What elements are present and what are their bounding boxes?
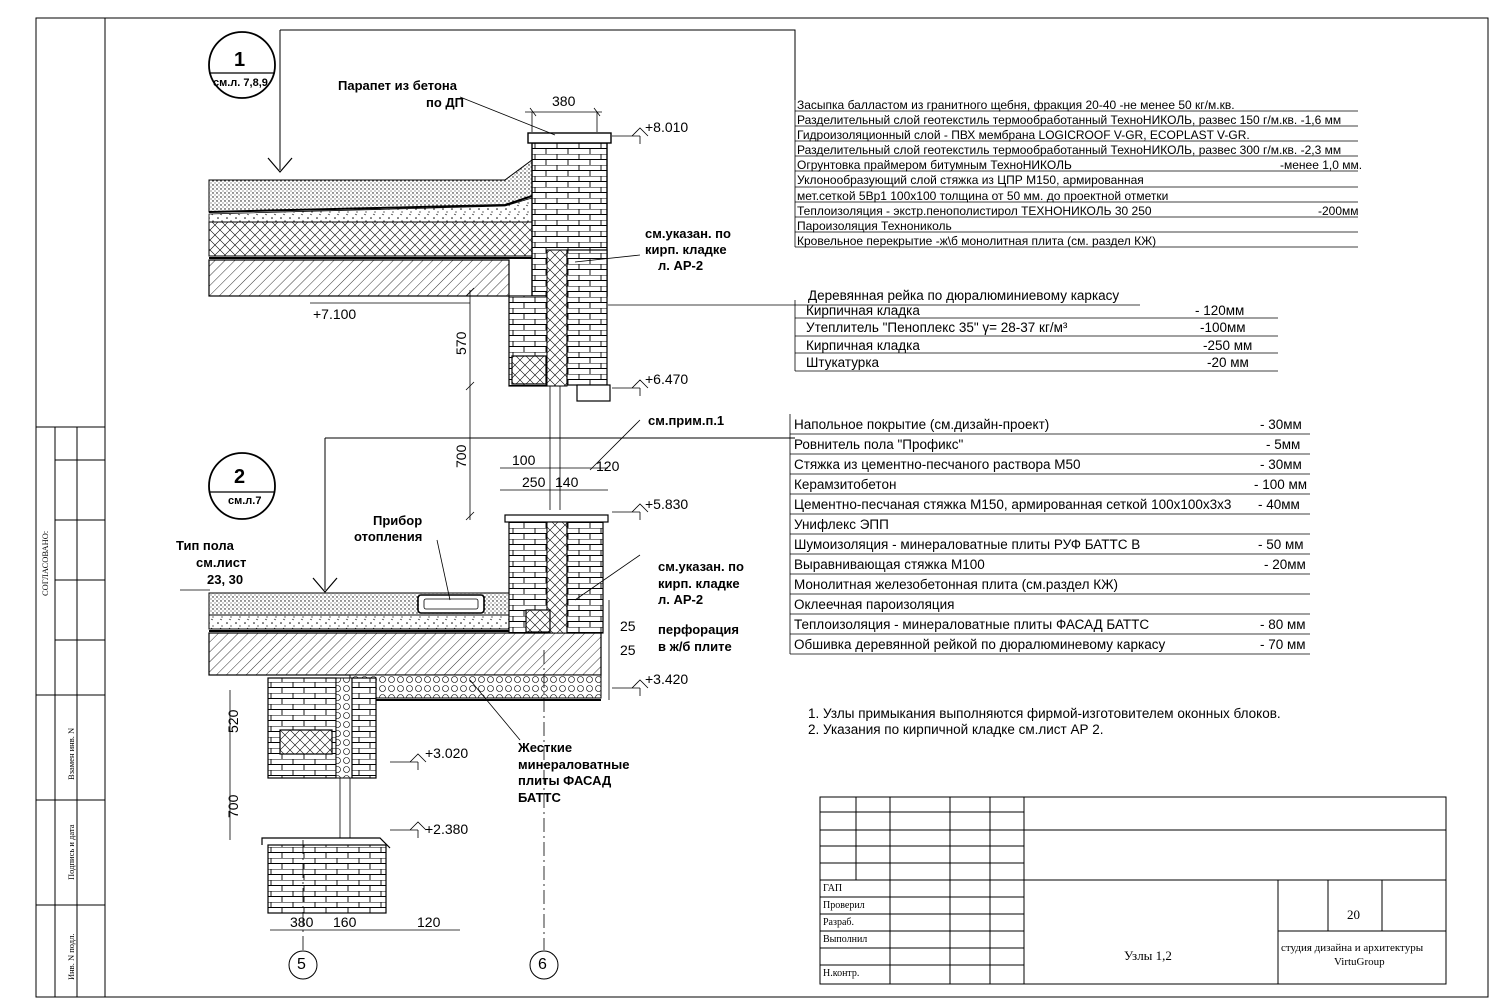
- node1-number: 1: [234, 49, 246, 71]
- floor-spec-value: - 20мм: [1264, 557, 1306, 572]
- floor-type-1: Тип пола: [176, 538, 234, 553]
- tb-role: Разраб.: [823, 917, 854, 928]
- elevation-6470: +6.470: [645, 371, 689, 387]
- floor-spec-row: Оклеечная пароизоляция: [794, 597, 955, 612]
- floor-spec-row: Монолитная железобетонная плита (см.раздел КЖ): [794, 577, 1119, 592]
- floor-spec-row: Теплоизоляция - минераловатные плиты ФАСАД БАТТС: [794, 617, 1150, 632]
- elevation-5830: +5.830: [645, 496, 689, 512]
- roof-spec-row: Гидроизоляционный слой - ПВХ мембрана LOGICROOF V-GR, ECOPLAST V-GR.: [797, 128, 1250, 142]
- brick-ref-1-line2: кирп. кладке: [645, 242, 727, 257]
- mineral-wool-label-2: минераловатные: [518, 757, 630, 772]
- floor-spec-value: - 50 мм: [1258, 537, 1304, 552]
- note-1: 1. Узлы примыкания выполняются фирмой-изготовителем оконных блоков.: [808, 706, 1281, 721]
- floor-spec-value: - 40мм: [1258, 497, 1300, 512]
- floor-spec-value: - 80 мм: [1260, 617, 1306, 632]
- tb-company-1: студия дизайна и архитектуры: [1281, 942, 1424, 954]
- tb-role: Н.контр.: [823, 968, 860, 979]
- parapet-label: Парапет из бетона: [338, 78, 458, 93]
- brick-ref-2-line3: л. АР-2: [658, 592, 704, 607]
- wall-spec-row: Штукатурка: [806, 355, 880, 370]
- dim-25-b: 25: [620, 642, 636, 658]
- wall-spec-value: -100мм: [1200, 320, 1246, 335]
- brick-ref-2-line1: см.указан. по: [658, 559, 744, 574]
- wall-spec-row: Кирпичная кладка: [806, 303, 920, 318]
- dim-700-a: 700: [453, 444, 469, 468]
- brick-ref-1-line3: л. АР-2: [658, 258, 704, 273]
- floor-spec-row: Цементно-песчаная стяжка М150, армированная сеткой 100х100х3х3: [794, 497, 1232, 512]
- heater-label-2: отопления: [354, 529, 423, 544]
- floor-spec-row: Ровнитель пола "Профикс": [794, 437, 964, 452]
- roof-spec-row: Засыпка балластом из гранитного щебня, фракция 20-40 -не менее 50 кг/м.кв.: [797, 98, 1235, 112]
- dim-120-a: 120: [596, 458, 620, 474]
- tb-sheet-number: 20: [1347, 907, 1360, 922]
- roof-spec-value: -200мм: [1318, 204, 1359, 218]
- note-ref-label: см.прим.п.1: [648, 413, 725, 428]
- brick-ref-1-line1: см.указан. по: [645, 226, 731, 241]
- stamp-inv: Инв. N подл.: [66, 933, 76, 980]
- dim-100: 100: [512, 452, 536, 468]
- roof-spec-row: Разделительный слой геотекстиль термообработанный ТехноНИКОЛЬ, развес 300 г/м.кв. -2,3 мм: [797, 143, 1342, 157]
- floor-spec-row: Напольное покрытие (см.дизайн-проект): [794, 417, 1050, 432]
- floor-spec-value: - 5мм: [1266, 437, 1301, 452]
- tb-sheet-title: Узлы 1,2: [1124, 948, 1172, 963]
- floor-spec-row: Обшивка деревянной рейкой по дюралюминевому каркасу: [794, 637, 1166, 652]
- heater-label-1: Прибор: [373, 513, 423, 528]
- dim-140: 140: [555, 474, 579, 490]
- floor-spec-row: Унифлекс ЭПП: [794, 517, 889, 532]
- elevation-3020: +3.020: [425, 745, 469, 761]
- mineral-wool-label-3: плиты ФАСАД: [518, 773, 612, 788]
- wall-spec-row: Утеплитель "Пеноплекс 35" γ= 28-37 кг/м³: [806, 320, 1068, 335]
- perforation-label-1: перфорация: [658, 622, 739, 637]
- node1-ref: см.л. 7,8,9: [213, 77, 268, 89]
- floor-section: [209, 515, 608, 913]
- floor-type-3: 23, 30: [207, 572, 244, 587]
- floor-spec-value: - 100 мм: [1254, 477, 1308, 492]
- mineral-wool-label-4: БАТТС: [518, 790, 561, 805]
- roof-spec-row: мет.сеткой 5Вр1 100х100 толщина от 50 мм. до проектной отметки: [797, 189, 1169, 203]
- roof-spec-row: Пароизоляция Технониколь: [797, 219, 952, 233]
- elevation-7100: +7.100: [313, 306, 357, 322]
- dim-25-a: 25: [620, 618, 636, 634]
- tb-role: Проверил: [823, 900, 865, 911]
- floor-spec-row: Выравнивающая стяжка М100: [794, 557, 985, 572]
- elevation-3420: +3.420: [645, 671, 689, 687]
- node1-marker: [209, 30, 795, 172]
- node2-number: 2: [234, 466, 246, 488]
- dim-380-bottom: 380: [290, 914, 314, 930]
- roof-spec-row: Теплоизоляция - экстр.пенополистирол ТЕХНОНИКОЛЬ 30 250: [797, 204, 1152, 218]
- floor-spec-value: - 70 мм: [1260, 637, 1306, 652]
- wall-spec-value: - 120мм: [1195, 303, 1245, 318]
- brick-ref-2-line2: кирп. кладке: [658, 576, 740, 591]
- note-2: 2. Указания по кирпичной кладке см.лист АР 2.: [808, 722, 1104, 737]
- roof-spec-row: Кровельное перекрытие -ж\б монолитная плита (см. раздел КЖ): [797, 234, 1157, 248]
- axis-5-label: 5: [297, 956, 306, 973]
- wall-spec-title: Деревянная рейка по дюралюминиевому каркасу: [808, 288, 1120, 303]
- axis-6-label: 6: [538, 956, 547, 973]
- roof-section: [209, 133, 611, 510]
- elevation-8010: +8.010: [645, 119, 689, 135]
- parapet-label-2: по ДП: [426, 95, 465, 110]
- node2-ref: см.л.7: [228, 495, 262, 507]
- floor-spec-value: - 30мм: [1260, 457, 1302, 472]
- side-stamp: [36, 427, 105, 997]
- dim-160: 160: [333, 914, 357, 930]
- roof-spec-value: -менее 1,0 мм.: [1280, 158, 1363, 172]
- floor-type-2: см.лист: [196, 555, 247, 570]
- dim-570: 570: [453, 331, 469, 355]
- stamp-agreed: СОГЛАСОВАНО:: [40, 530, 50, 596]
- dim-380-top: 380: [552, 93, 576, 109]
- roof-spec-row: Разделительный слой геотекстиль термообработанный ТехноНИКОЛЬ, развес 150 г/м.кв. -1,6 мм: [797, 113, 1342, 127]
- dim-250: 250: [522, 474, 546, 490]
- floor-spec-row: Стяжка из цементно-песчаного раствора М50: [794, 457, 1081, 472]
- tb-role: Выполнил: [823, 934, 868, 945]
- perforation-label-2: в ж/б плите: [658, 639, 732, 654]
- tb-company-2: VirtuGroup: [1334, 956, 1385, 968]
- roof-spec-row: Огрунтовка праймером битумным ТехноНИКОЛЬ: [797, 158, 1072, 172]
- wall-spec-row: Кирпичная кладка: [806, 338, 920, 353]
- dim-120-b: 120: [417, 914, 441, 930]
- stamp-replace: Взамен инв. N: [66, 727, 76, 780]
- dim-520: 520: [225, 709, 241, 733]
- floor-spec-row: Керамзитобетон: [794, 477, 897, 492]
- floor-spec-value: - 30мм: [1260, 417, 1302, 432]
- tb-role: ГАП: [823, 883, 843, 894]
- dim-700-b: 700: [225, 794, 241, 818]
- mineral-wool-label-1: Жесткие: [518, 740, 573, 755]
- roof-spec-row: Уклонообразующий слой стяжка из ЦПР М150, армированная: [797, 173, 1144, 187]
- stamp-signature: Подпись и дата: [66, 824, 76, 880]
- wall-spec-value: -250 мм: [1203, 338, 1253, 353]
- floor-spec-row: Шумоизоляция - минераловатные плиты РУФ БАТТС В: [794, 537, 1141, 552]
- wall-spec-value: -20 мм: [1207, 355, 1249, 370]
- elevation-2380: +2.380: [425, 821, 469, 837]
